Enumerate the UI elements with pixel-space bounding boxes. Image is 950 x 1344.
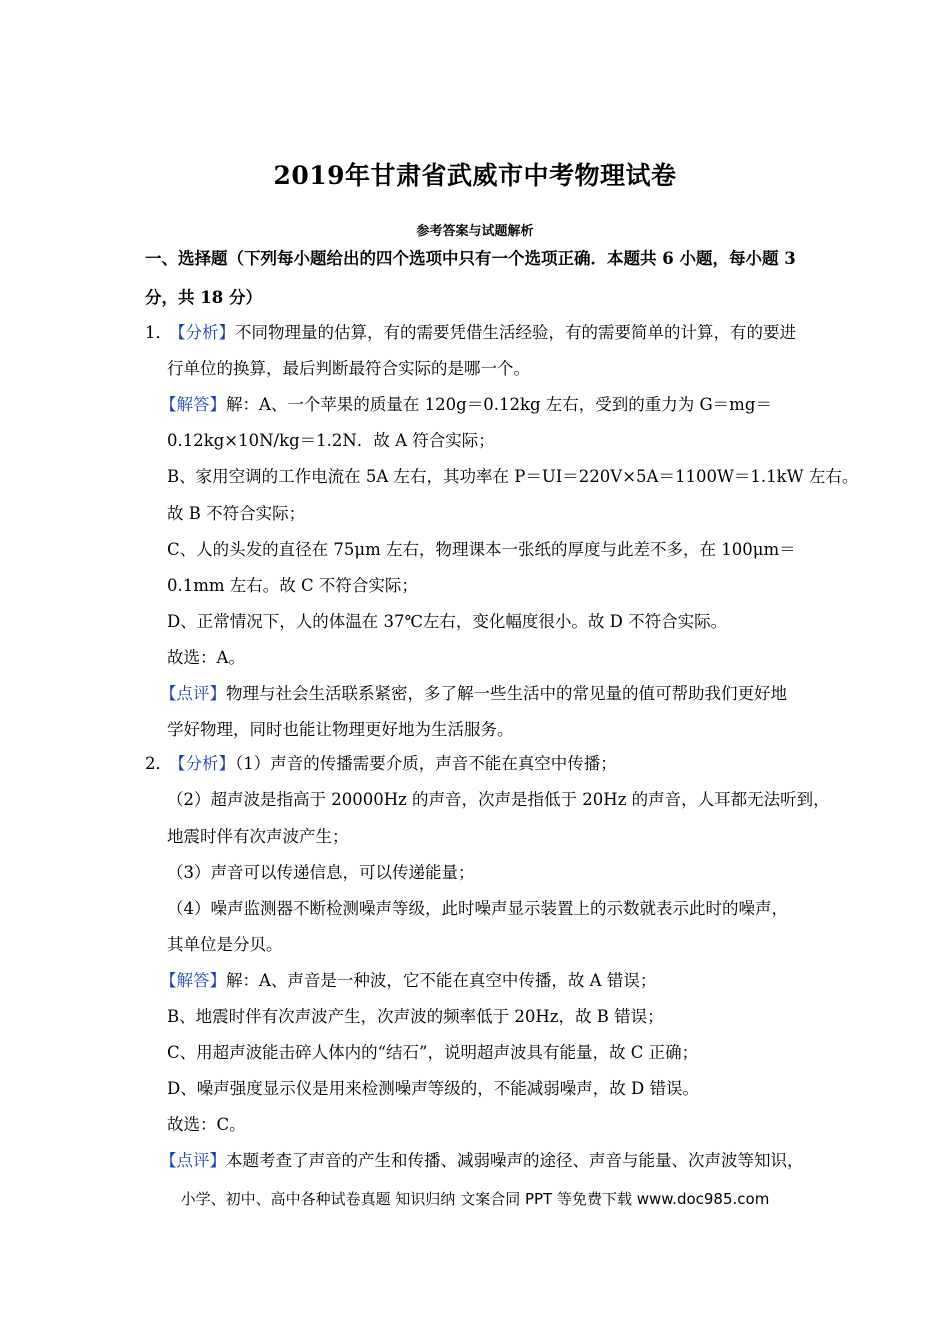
q2-answer-b: B、地震时伴有次声波产生，次声波的频率低于 20Hz，故 B 错误； — [167, 1007, 664, 1026]
q2-answer-a: 解：A、声音是一种波，它不能在真空中传播，故 A 错误； — [226, 971, 657, 990]
q2-analysis-2: （2）超声波是指高于 20000Hz 的声音，次声是指低于 20Hz 的声音，人耳都无法听到， — [167, 790, 830, 809]
q1-analysis-line — [145, 321, 796, 345]
q1-answer-d: D、正常情况下，人的体温在 37℃左右，变化幅度很小。故 D 不符合实际。 — [167, 612, 728, 631]
q1-number: 1． — [145, 323, 172, 342]
q2-analysis-line — [145, 752, 617, 776]
q1-analysis-text: 不同物理量的估算，有的需要凭借生活经验，有的需要简单的计算，有的要进 — [235, 323, 796, 342]
page-footer: 小学、初中、高中各种试卷真题 知识归纳 文案合同 PPT 等免费下载 www.doc985.com — [180, 1190, 770, 1208]
section-heading: 一、选择题（下列每小题给出的四个选项中只有一个选项正确．本题共 6 小题，每小题 3 — [145, 249, 796, 268]
page-subtitle: 参考答案与试题解析 — [416, 224, 534, 239]
q2-comment-tag: 【点评】 — [160, 1151, 226, 1170]
q2-analysis-tag: 【分析】 — [169, 754, 235, 773]
q1-comment-tag: 【点评】 — [160, 684, 226, 703]
section-heading-cont: 分，共 18 分） — [145, 288, 262, 307]
q2-analysis-4: （4）噪声监测器不断检测噪声等级，此时噪声显示装置上的示数就表示此时的噪声， — [167, 899, 788, 918]
q2-answer-line — [160, 969, 656, 993]
q2-analysis-4-cont: 其单位是分贝。 — [167, 935, 283, 954]
q2-choice: 故选：C。 — [167, 1115, 246, 1134]
q1-answer-c-cont: 0.1mm 左右。故 C 不符合实际； — [167, 576, 418, 595]
q1-comment-line — [160, 682, 787, 706]
q2-number: 2． — [145, 754, 172, 773]
q2-analysis-2-cont: 地震时伴有次声波产生； — [167, 827, 349, 846]
q1-choice: 故选：A。 — [167, 648, 245, 667]
q1-analysis-tag: 【分析】 — [169, 323, 235, 342]
q2-comment-text: 本题考查了声音的产生和传播、减弱噪声的途径、声音与能量、次声波等知识， — [226, 1151, 804, 1170]
q2-answer-c: C、用超声波能击碎人体内的“结石”，说明超声波具有能量，故 C 正确； — [167, 1043, 699, 1062]
q1-answer-line — [160, 393, 772, 417]
q1-analysis-cont: 行单位的换算，最后判断最符合实际的是哪一个。 — [167, 359, 530, 378]
q2-answer-tag: 【解答】 — [160, 971, 226, 990]
q2-comment-line — [160, 1149, 804, 1173]
q1-answer-a-cont: 0.12kg×10N/kg＝1.2N．故 A 符合实际； — [167, 431, 495, 450]
q2-answer-d: D、噪声强度显示仪是用来检测噪声等级的，不能减弱噪声，故 D 错误。 — [167, 1079, 699, 1098]
q1-answer-b: B、家用空调的工作电流在 5A 左右，其功率在 P＝UI＝220V×5A＝1100W＝1.1kW 左右。 — [167, 467, 859, 486]
q1-answer-tag: 【解答】 — [160, 395, 226, 414]
page-title: 2019年甘肃省武威市中考物理试卷 — [273, 161, 677, 190]
q2-analysis-3: （3）声音可以传递信息，可以传递能量； — [167, 863, 475, 882]
q1-answer-a: 解：A、一个苹果的质量在 120g＝0.12kg 左右，受到的重力为 G＝mg＝ — [226, 395, 772, 414]
q1-comment-text: 物理与社会生活联系紧密，多了解一些生活中的常见量的值可帮助我们更好地 — [226, 684, 787, 703]
q1-comment-cont: 学好物理，同时也能让物理更好地为生活服务。 — [167, 720, 514, 739]
q1-answer-b-cont: 故 B 不符合实际； — [167, 504, 306, 523]
q1-answer-c: C、人的头发的直径在 75μm 左右，物理课本一张纸的厚度与此差不多，在 100μm＝ — [167, 540, 796, 559]
q2-analysis-text: （1）声音的传播需要介质，声音不能在真空中传播； — [235, 754, 617, 773]
